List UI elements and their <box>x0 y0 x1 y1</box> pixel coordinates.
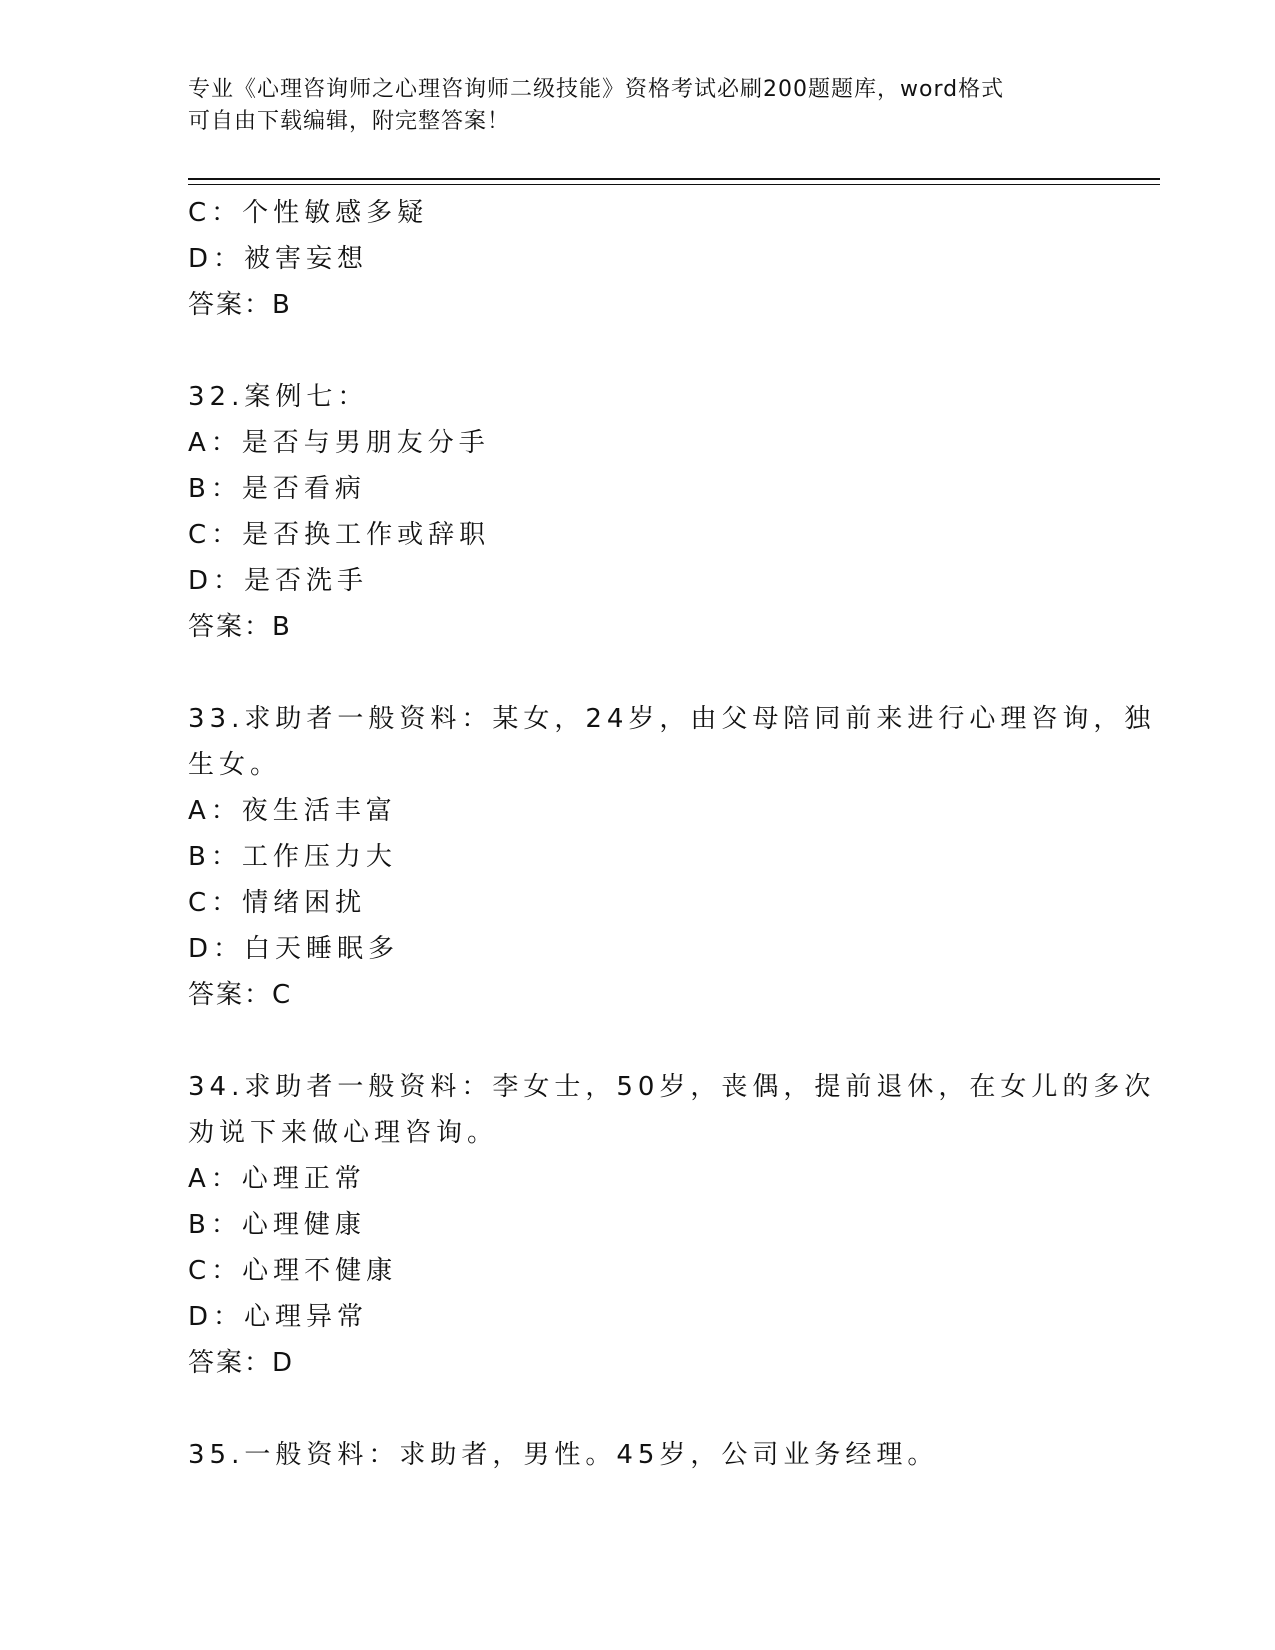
answer-line: 答案：B <box>188 290 292 320</box>
question-stem-line-1: 34.求助者一般资料：李女士，50岁，丧偶，提前退休，在女儿的多次 <box>188 1072 1156 1102</box>
option-b: B：是否看病 <box>188 474 366 504</box>
spacer <box>188 328 1088 374</box>
question-stem: 35.一般资料：求助者，男性。45岁，公司业务经理。 <box>188 1440 939 1470</box>
spacer <box>188 650 1088 696</box>
question-stem: 32.案例七： <box>188 382 369 412</box>
question-stem-line-2: 劝说下来做心理咨询。 <box>188 1118 499 1148</box>
option-d: D：被害妄想 <box>188 244 369 274</box>
answer-line: 答案：B <box>188 612 292 642</box>
question-stem-line-2: 生女。 <box>188 750 282 780</box>
question-list <box>188 190 1156 1478</box>
option-a: A：夜生活丰富 <box>188 796 397 826</box>
question-34 <box>188 1064 1156 1386</box>
spacer <box>188 1386 1088 1432</box>
option-c: C：是否换工作或辞职 <box>188 520 491 550</box>
spacer <box>188 1018 1088 1064</box>
option-c: C：个性敏感多疑 <box>188 198 429 228</box>
option-a: A：心理正常 <box>188 1164 366 1194</box>
option-d: D：是否洗手 <box>188 566 369 596</box>
question-33 <box>188 696 1156 1018</box>
option-b: B：心理健康 <box>188 1210 366 1240</box>
option-c: C：情绪困扰 <box>188 888 367 918</box>
answer-line: 答案：D <box>188 1348 295 1378</box>
question-35 <box>188 1432 1088 1478</box>
header-divider-thin <box>188 184 1160 185</box>
question-31 <box>188 190 1088 328</box>
option-c: C：心理不健康 <box>188 1256 398 1286</box>
option-b: B：工作压力大 <box>188 842 397 872</box>
header-title-line-2: 可自由下载编辑，附完整答案！ <box>188 109 511 134</box>
document-header <box>188 74 1088 138</box>
question-stem-line-1: 33.求助者一般资料：某女，24岁，由父母陪同前来进行心理咨询，独 <box>188 704 1156 734</box>
option-a: A：是否与男朋友分手 <box>188 428 490 458</box>
option-d: D：白天睡眠多 <box>188 934 400 964</box>
question-32 <box>188 374 1088 650</box>
header-divider-thick <box>188 178 1160 180</box>
answer-line: 答案：C <box>188 980 293 1010</box>
header-title-line-1: 专业《心理咨询师之心理咨询师二级技能》资格考试必刷200题题库，word格式 <box>188 77 1005 102</box>
option-d: D：心理异常 <box>188 1302 369 1332</box>
